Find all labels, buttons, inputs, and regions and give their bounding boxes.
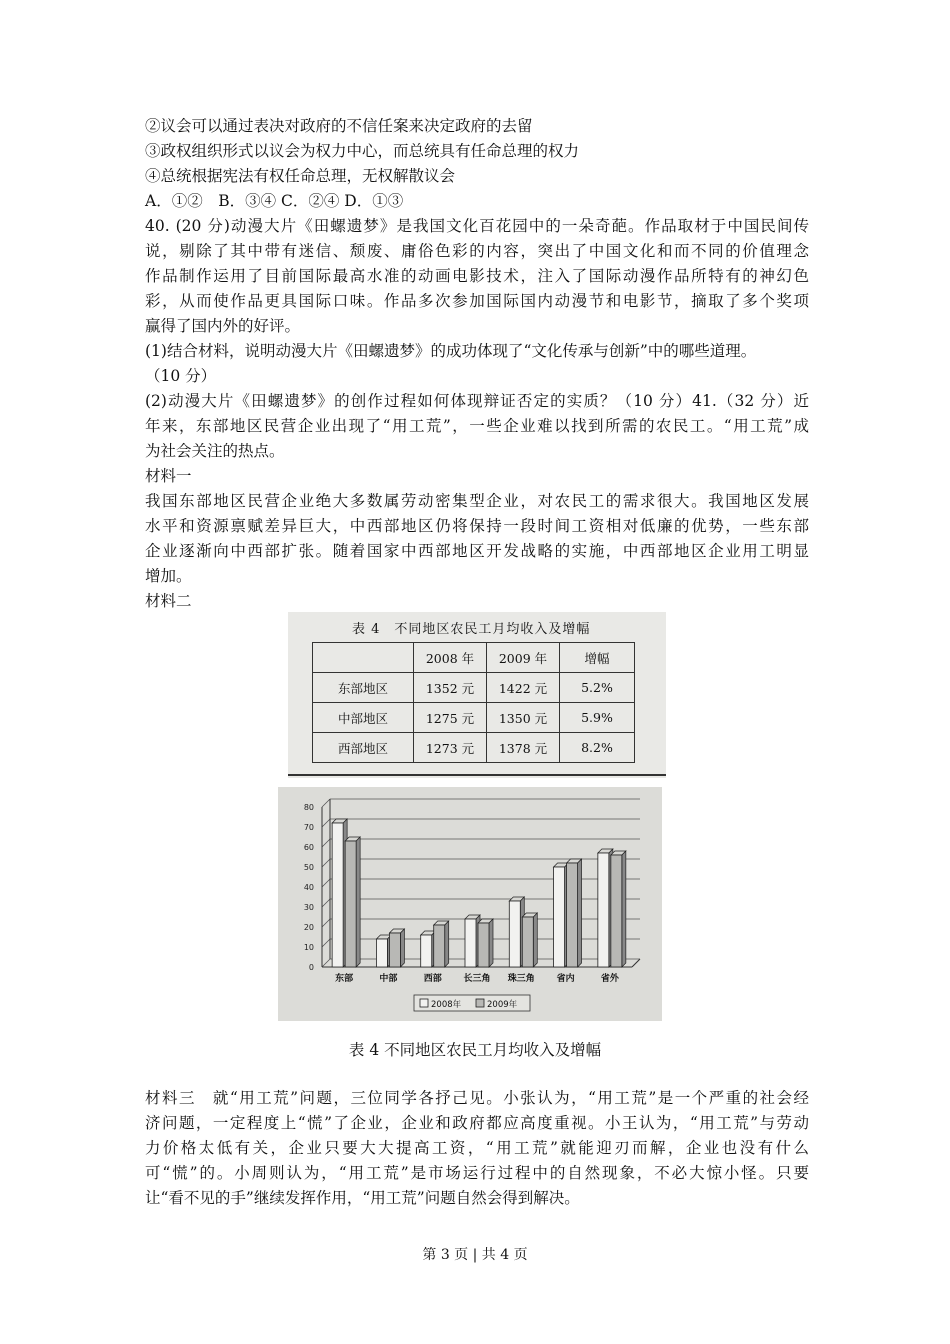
gridline-depth (322, 879, 330, 887)
page-footer: 第 3 页 | 共 4 页 (422, 1247, 528, 1263)
material-two-heading: 材料二 (145, 592, 192, 610)
gridline-depth (322, 899, 330, 907)
y-tick-label: 30 (303, 903, 314, 912)
y-tick-label: 60 (303, 843, 314, 852)
table-cell: 中部地区 (313, 703, 414, 733)
table-cell: 1350 元 (487, 703, 560, 733)
option-line-4: ④总统根据宪法有权任命总理，无权解散议会 (145, 167, 456, 185)
bar-side (400, 929, 404, 967)
table-cell: 西部地区 (313, 733, 414, 763)
q40-line-2: 说，剔除了其中带有迷信、颓废、庸俗色彩的内容，突出了中国文化和而不同的价值理念 (145, 242, 809, 260)
q40-line-1: 40. (20 分)动漫大片《田螺遗梦》是我国文化百花园中的一朵奇葩。作品取材于中国民间传 (145, 217, 809, 235)
x-tick-label: 省内 (556, 974, 575, 984)
table-underline (288, 774, 666, 776)
bar-side (356, 837, 360, 967)
table-header-cell (313, 643, 414, 673)
legend-swatch (476, 999, 484, 1007)
legend-label: 2008年 (431, 1000, 462, 1010)
bar-side (533, 913, 537, 967)
y-tick-label: 40 (303, 883, 314, 892)
material-one-line-4: 增加。 (145, 567, 192, 585)
table-header-row (313, 643, 635, 673)
material-one-line-3: 企业逐渐向中西部扩张。随着国家中西部地区开发战略的实施，中西部地区企业用工明显 (145, 542, 809, 560)
material-three-line-1: 材料三 就“用工荒”问题，三位同学各抒己见。小张认为，“用工荒”是一个严重的社会经 (145, 1089, 809, 1107)
material-three-line-3: 力价格太低有关，企业只要大大提高工资，“用工荒”就能迎刃而解，企业也没有什么 (145, 1139, 809, 1157)
x-tick-label: 长三角 (463, 974, 491, 984)
bar-side (578, 859, 582, 967)
table-caption: 表 4 不同地区农民工月均收入及增幅 (352, 622, 591, 637)
table-cell: 东部地区 (313, 673, 414, 703)
material-one-heading: 材料一 (145, 467, 192, 485)
table-cell: 1422 元 (487, 673, 560, 703)
material-three-line-5: 让“看不见的手”继续发挥作用，“用工荒”问题自然会得到解决。 (145, 1189, 580, 1207)
table-cell: 1273 元 (414, 733, 487, 763)
q40-sub1: (1)结合材料，说明动漫大片《田螺遗梦》的成功体现了“文化传承与创新”中的哪些道理。 (145, 342, 757, 360)
table-header-cell: 2009 年 (487, 643, 560, 673)
y-tick-label: 50 (303, 863, 314, 872)
option-line-3: ③政权组织形式以议会为权力中心，而总统具有任命总理的权力 (145, 142, 580, 160)
table-row (313, 703, 635, 733)
table-cell: 1275 元 (414, 703, 487, 733)
bar (421, 935, 432, 967)
table-cell: 1352 元 (414, 673, 487, 703)
gridline-depth (322, 819, 330, 827)
income-table-figure (288, 612, 666, 778)
material-three-line-2: 济问题，一定程度上“慌”了企业，企业和政府都应高度重视。小王认为，“用工荒”与劳动 (145, 1114, 809, 1132)
bar-side (622, 851, 626, 967)
legend-swatch (420, 999, 428, 1007)
table-header-cell: 2008 年 (414, 643, 487, 673)
q40-sub2: (2)动漫大片《田螺遗梦》的创作过程如何体现辩证否定的实质？（10 分）41.（32 分）近 (145, 392, 809, 410)
gridline-depth (322, 799, 330, 807)
q41-line-1: 年来，东部地区民营企业出现了“用工荒”，一些企业难以找到所需的农民工。“用工荒”成 (145, 417, 809, 435)
q40-line-5: 赢得了国内外的好评。 (145, 317, 301, 335)
bar (478, 923, 489, 967)
bar (332, 823, 343, 967)
q40-line-4: 彩，从而使作品更具国际口味。作品多次参加国际国内动漫节和电影节，摘取了多个奖项 (145, 292, 809, 310)
bar (389, 933, 400, 967)
bar-chart-svg (278, 787, 662, 1021)
table-row (313, 733, 635, 763)
table-cell: 5.2% (560, 673, 635, 703)
bar (465, 919, 476, 967)
bar (509, 901, 520, 967)
y-tick-label: 0 (308, 963, 314, 972)
bar (376, 939, 387, 967)
bar (434, 925, 445, 967)
x-tick-label: 西部 (423, 974, 442, 984)
bar (345, 841, 356, 967)
table-cell: 1378 元 (487, 733, 560, 763)
y-tick-label: 70 (303, 823, 314, 832)
income-table (312, 642, 635, 763)
x-tick-label: 东部 (335, 974, 354, 984)
table-header-cell: 增幅 (560, 643, 635, 673)
bar (522, 917, 533, 967)
q40-line-3: 作品制作运用了目前国际最高水准的动画电影技术，注入了国际动漫作品所特有的神幻色 (145, 267, 809, 285)
option-line-2: ②议会可以通过表决对政府的不信任案来决定政府的去留 (145, 117, 533, 135)
table-cell: 8.2% (560, 733, 635, 763)
x-tick-label: 省外 (600, 974, 619, 984)
gridline-depth (322, 919, 330, 927)
y-tick-label: 80 (303, 803, 314, 812)
table-row (313, 673, 635, 703)
bar-side (489, 919, 493, 967)
gridline-depth (322, 959, 330, 967)
x-axis-depth (632, 959, 640, 967)
question-text-top (145, 114, 809, 614)
x-tick-label: 珠三角 (507, 974, 535, 984)
q41-line-2: 为社会关注的热点。 (145, 442, 285, 460)
answer-choices: A．①② B．③④ C．②④ D．①③ (145, 192, 404, 210)
material-three (145, 1086, 809, 1211)
y-tick-label: 10 (303, 943, 314, 952)
bar (611, 855, 622, 967)
gridline-depth (322, 839, 330, 847)
bar (554, 867, 565, 967)
income-bar-chart (278, 787, 662, 1021)
gridline-depth (322, 939, 330, 947)
gridline-depth (322, 859, 330, 867)
material-one-line-2: 水平和资源禀赋差异巨大，中西部地区仍将保持一段时间工资相对低廉的优势，一些东部 (145, 517, 809, 535)
q40-sub1-score: （10 分） (145, 367, 217, 385)
y-tick-label: 20 (303, 923, 314, 932)
legend-label: 2009年 (487, 1000, 518, 1010)
bar (598, 853, 609, 967)
x-tick-label: 中部 (379, 974, 398, 984)
table-cell: 5.9% (560, 703, 635, 733)
material-one-line-1: 我国东部地区民营企业绝大多数属劳动密集型企业，对农民工的需求很大。我国地区发展 (145, 492, 809, 510)
bar-side (445, 921, 449, 967)
figure-caption: 表 4 不同地区农民工月均收入及增幅 (348, 1041, 602, 1059)
bar (567, 863, 578, 967)
material-three-line-4: 可“慌”的。小周则认为，“用工荒”是市场运行过程中的自然现象，不必大惊小怪。只要 (145, 1164, 809, 1182)
